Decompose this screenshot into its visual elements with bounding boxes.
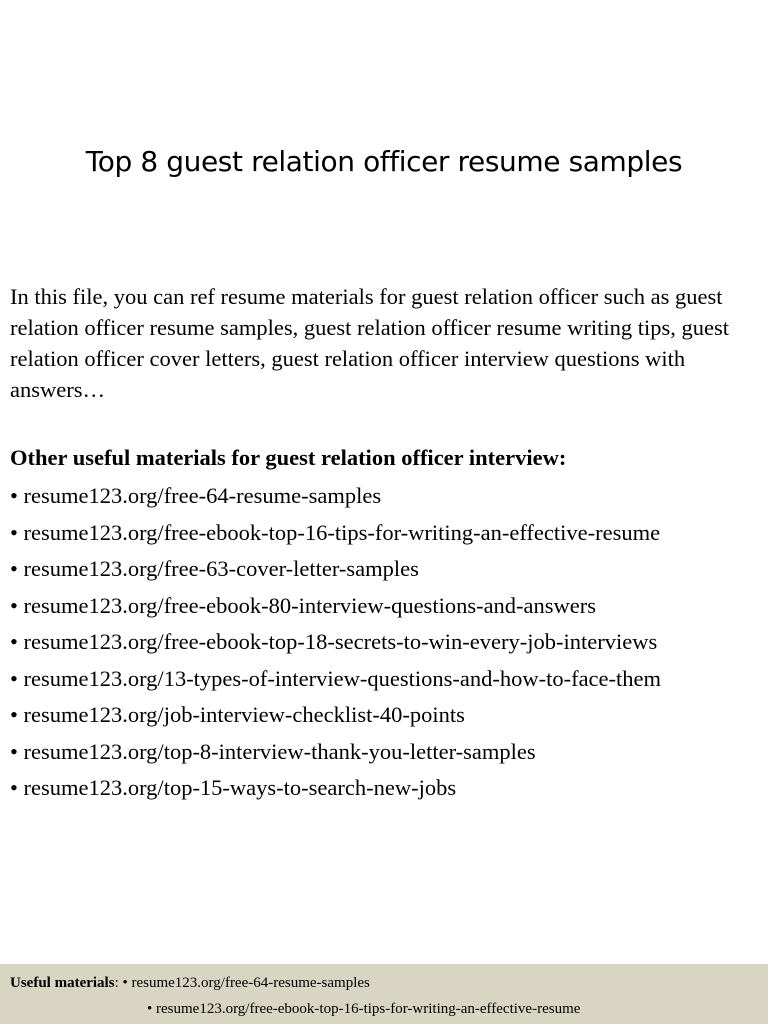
- material-link[interactable]: • resume123.org/free-63-cover-letter-samples: [10, 556, 419, 581]
- materials-heading: Other useful materials for guest relation officer interview:: [10, 445, 567, 470]
- footer-bar: [0, 964, 768, 1024]
- material-link[interactable]: • resume123.org/free-64-resume-samples: [10, 483, 382, 508]
- material-link[interactable]: • resume123.org/job-interview-checklist-40-points: [10, 702, 465, 727]
- footer-link[interactable]: • resume123.org/free-ebook-top-16-tips-for-writing-an-effective-resume: [147, 1001, 581, 1017]
- footer-separator: :: [114, 975, 123, 991]
- footer-row: [10, 996, 768, 1022]
- material-link[interactable]: • resume123.org/free-ebook-top-16-tips-for-writing-an-effective-resume: [10, 519, 661, 545]
- material-link[interactable]: • resume123.org/free-ebook-80-interview-questions-and-answers: [10, 592, 597, 618]
- intro-paragraph: In this file, you can ref resume materials for guest relation officer such as guest relation officer resume samples, guest relation officer resume writing tips, guest relation officer cover letters, guest relation officer interview questions with answers…: [10, 284, 729, 402]
- material-link[interactable]: • resume123.org/top-8-interview-thank-you-letter-samples: [10, 738, 536, 764]
- footer-row: [10, 970, 768, 996]
- material-link[interactable]: • resume123.org/13-types-of-interview-questions-and-how-to-face-them: [10, 665, 662, 691]
- material-link[interactable]: • resume123.org/free-ebook-top-18-secrets-to-win-every-job-interviews: [10, 629, 658, 654]
- footer-label: Useful materials: [10, 975, 115, 991]
- material-link[interactable]: • resume123.org/top-15-ways-to-search-new-jobs: [10, 775, 457, 800]
- footer-link[interactable]: • resume123.org/free-64-resume-samples: [122, 975, 370, 991]
- materials-list: [10, 478, 766, 807]
- page-title: Top 8 guest relation officer resume samples: [85, 145, 683, 178]
